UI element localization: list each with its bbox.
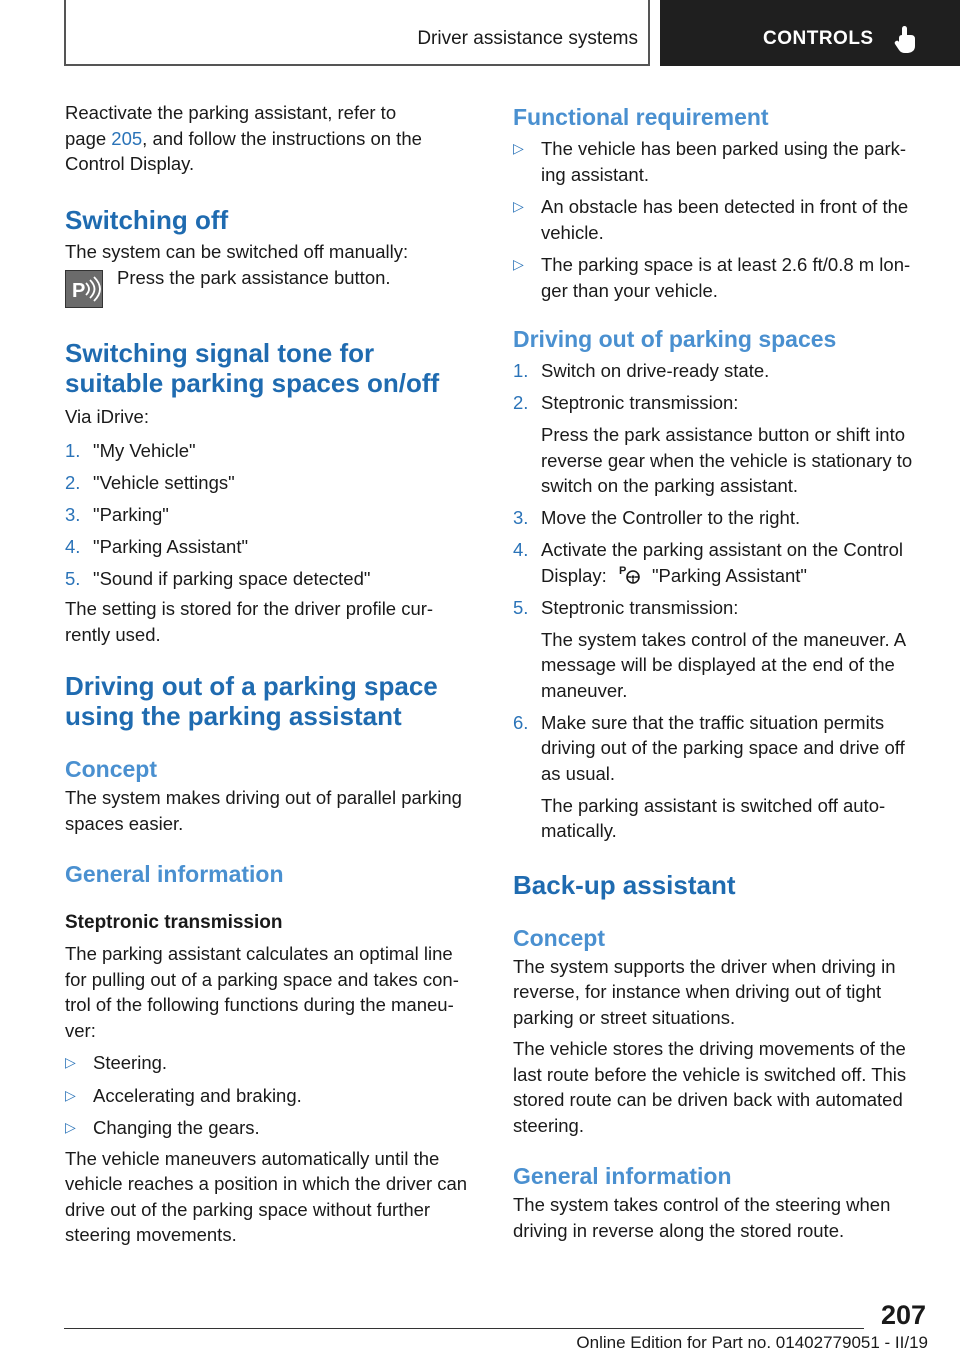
concept-text-1: The system makes driving out of parallel parking (65, 787, 462, 808)
list-item: ▷ Accelerating and braking. (65, 1083, 485, 1109)
gi-text-4: ver: (65, 1019, 96, 1041)
backup-c2: reverse, for instance when driving out of tight (513, 981, 882, 1002)
park-assist-button-icon (65, 270, 103, 308)
step-5-sub: The system takes control of the maneuver. A message will be displayed at the end of the maneuver. (541, 628, 907, 701)
driving-out-steps (513, 358, 928, 844)
page-link[interactable]: 205 (111, 127, 143, 149)
backup-c1: The system supports the driver when driving in (513, 955, 896, 977)
intro-line-2: page 205, and follow the instructions on the (65, 127, 422, 149)
list-item: 2. "Vehicle settings" (65, 471, 235, 493)
header-tab-label: CONTROLS (763, 28, 874, 49)
signal-note-2: rently used. (65, 623, 161, 645)
backup-concept-heading: Concept (513, 924, 605, 951)
left-column (65, 100, 485, 1248)
drive-out-heading-2: using the parking assistant (65, 701, 402, 731)
list-item: 4. "Parking Assistant" (65, 535, 249, 557)
list-item: ▷ The parking space is at least 2.6 ft/0.8 m lon‐ ger than your vehicle. (513, 254, 911, 301)
list-item: 2. Steptronic transmission: Press the park assistance button or shift into reverse gear when the vehicle is stationary to switch on the parking assistant. (513, 390, 928, 499)
list-item: ▷ An obstacle has been detected in front of the vehicle. (513, 196, 909, 243)
footer-rule (64, 1328, 864, 1329)
backup-c5: last route before the vehicle is switched off. This (513, 1063, 907, 1085)
backup-c7: steering. (513, 1114, 584, 1136)
end-text-4: steering movements. (65, 1224, 237, 1245)
concept-text-2: spaces easier. (65, 812, 184, 834)
backup-assistant-heading: Back-up assistant (513, 869, 736, 900)
svg-text:P: P (72, 280, 86, 302)
triangle-right-icon: ▷ (513, 198, 524, 214)
header-tab (660, 0, 960, 66)
list-item: 3. Move the Controller to the right. (513, 507, 801, 528)
signal-note-1: The setting is stored for the driver profile cur‐ (65, 598, 434, 619)
list-item: ▷ The vehicle has been parked using the park‐ ing assistant. (513, 138, 907, 185)
backup-c3: parking or street situations. (513, 1006, 736, 1028)
triangle-right-icon: ▷ (65, 1119, 76, 1135)
header-section-title: Driver assistance systems (417, 28, 638, 49)
signal-heading-1: Switching signal tone for (65, 338, 375, 368)
list-item: 6. Make sure that the traffic situation permits driving out of the parking space and drive off as usual. The parking assistant is switched off auto‐ matically. (513, 710, 928, 844)
header-mid-rule (648, 0, 650, 66)
backup-general-heading: General information (513, 1163, 732, 1189)
func-req-list (513, 136, 928, 303)
driving-out-spaces-heading: Driving out of parking spaces (513, 326, 837, 352)
backup-g2: driving in reverse along the stored route. (513, 1219, 845, 1241)
list-item: 4. Activate the parking assistant on the Control Display: P "Parking Assistant" (513, 539, 903, 586)
list-item: 3. "Parking" (65, 503, 169, 525)
pointing-hand-icon (893, 26, 919, 54)
switching-off-heading: Switching off (65, 204, 229, 235)
steptronic-heading: Steptronic transmission (65, 912, 283, 933)
park-button-text: Press the park assistance button. (117, 267, 391, 288)
end-text-2: vehicle reaches a position in which the driver can (65, 1173, 468, 1194)
signal-heading-2: suitable parking spaces on/off (65, 368, 440, 398)
triangle-right-icon: ▷ (65, 1086, 76, 1103)
list-item: 1. "My Vehicle" (65, 439, 196, 461)
right-column (513, 103, 928, 1243)
list-item: 5. Steptronic transmission: The system takes control of the maneuver. A message will be displayed at the end of the maneuver. (513, 595, 928, 704)
backup-c6: stored route can be driven back with automated (513, 1089, 903, 1110)
intro-line-3: Control Display. (65, 153, 195, 174)
intro-line-1: Reactivate the parking assistant, refer to (65, 102, 397, 123)
functional-requirement-heading: Functional requirement (513, 104, 769, 130)
list-item: 1. Switch on drive-ready state. (513, 360, 770, 381)
list-item: 5. "Sound if parking space detected" (65, 567, 371, 589)
function-bullets (65, 1050, 485, 1141)
signal-steps (65, 438, 485, 592)
gi-text-2: for pulling out of a parking space and takes con‐ (65, 968, 459, 990)
svg-text:P: P (618, 564, 627, 577)
backup-c4: The vehicle stores the driving movements of the (513, 1038, 906, 1059)
page-number: 207 (880, 1300, 926, 1330)
park-assist-display-icon (616, 563, 646, 585)
via-idrive: Via iDrive: (65, 406, 149, 427)
step-2-sub: Press the park assistance button or shift into reverse gear when the vehicle is stationary to switch on the parking assistant. (541, 424, 913, 496)
end-text-3: drive out of the parking space without further (65, 1198, 431, 1220)
step-6-sub: The parking assistant is switched off auto‐ matically. (541, 794, 886, 841)
concept-heading: Concept (65, 756, 157, 782)
list-item: ▷ Steering. (65, 1050, 485, 1076)
triangle-right-icon: ▷ (65, 1054, 76, 1070)
general-info-heading: General information (65, 861, 284, 887)
drive-out-heading-1: Driving out of a parking space (65, 671, 438, 701)
header-bottom-rule (64, 64, 650, 66)
triangle-right-icon: ▷ (513, 256, 524, 272)
switching-off-text: The system can be switched off manually: (65, 240, 409, 262)
gi-text-1: The parking assistant calculates an optimal line (65, 943, 453, 964)
backup-g1: The system takes control of the steering when (513, 1194, 891, 1215)
park-button-row (65, 267, 485, 312)
end-text-1: The vehicle maneuvers automatically until the (65, 1147, 440, 1169)
list-item: ▷ Changing the gears. (65, 1115, 485, 1141)
footer-edition: Online Edition for Part no. 01402779051 - II/19 (576, 1333, 928, 1352)
gi-text-3: trol of the following functions during the maneu‐ (65, 994, 454, 1015)
triangle-right-icon: ▷ (513, 140, 524, 156)
